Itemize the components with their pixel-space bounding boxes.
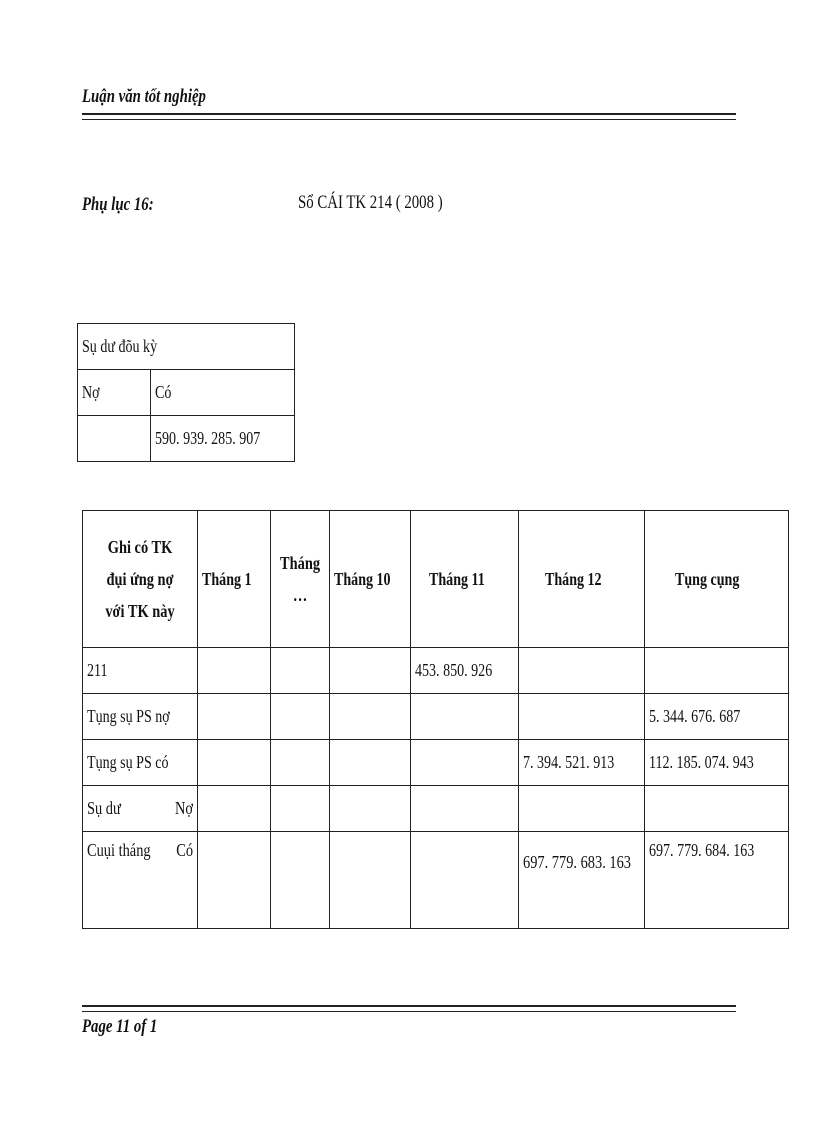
- ledger-header-month-12: Tháng 12: [519, 511, 645, 648]
- table-row-closing-credit: [83, 832, 789, 929]
- cell-value: 697. 779. 684. 163: [645, 832, 789, 929]
- opening-balance-table: [77, 323, 295, 462]
- cell-value: 7. 394. 521. 913: [519, 740, 645, 786]
- ledger-header-month-etc: Tháng …: [270, 511, 329, 648]
- opening-debit-label: Nợ: [78, 370, 151, 416]
- ledger-header-account: Ghi có TK đụi ứng nợ với TK này: [83, 511, 198, 648]
- page-footer: Page 11 of 1: [82, 1016, 158, 1037]
- ledger-table: [82, 510, 789, 929]
- table-row: [83, 740, 789, 786]
- closing-label-top: Sụ dư Nợ: [83, 786, 198, 832]
- row-label: Tụng sụ PS nợ: [83, 694, 198, 740]
- cell-value: 5. 344. 676. 687: [645, 694, 789, 740]
- table-row: [83, 694, 789, 740]
- row-label: 211: [83, 648, 198, 694]
- appendix-label: Phụ lục 16:: [82, 194, 154, 215]
- cell-value: 697. 779. 683. 163: [519, 832, 645, 929]
- ledger-header-row: [83, 511, 789, 648]
- table-row-closing-debit: [83, 786, 789, 832]
- cell-value: 112. 185. 074. 943: [645, 740, 789, 786]
- ledger-header-total: Tụng cụng: [645, 511, 789, 648]
- closing-label-bottom: Cuụi tháng Có: [83, 832, 198, 929]
- document-title: Sổ CÁI TK 214 ( 2008 ): [298, 192, 443, 213]
- opening-credit-value: 590. 939. 285. 907: [151, 416, 295, 462]
- cell-value: 453. 850. 926: [411, 648, 519, 694]
- opening-balance-title: Sụ dư đõu kỳ: [78, 324, 295, 370]
- footer-rule: [82, 1005, 736, 1012]
- table-row: [83, 648, 789, 694]
- ledger-header-month-10: Tháng 10: [329, 511, 411, 648]
- ledger-header-month-1: Tháng 1: [198, 511, 271, 648]
- page-header-title: Luận văn tốt nghiệp: [82, 86, 206, 107]
- ledger-header-month-11: Tháng 11: [411, 511, 519, 648]
- opening-credit-label: Có: [151, 370, 295, 416]
- header-rule: [82, 113, 736, 120]
- opening-debit-value: [78, 416, 151, 462]
- row-label: Tụng sụ PS có: [83, 740, 198, 786]
